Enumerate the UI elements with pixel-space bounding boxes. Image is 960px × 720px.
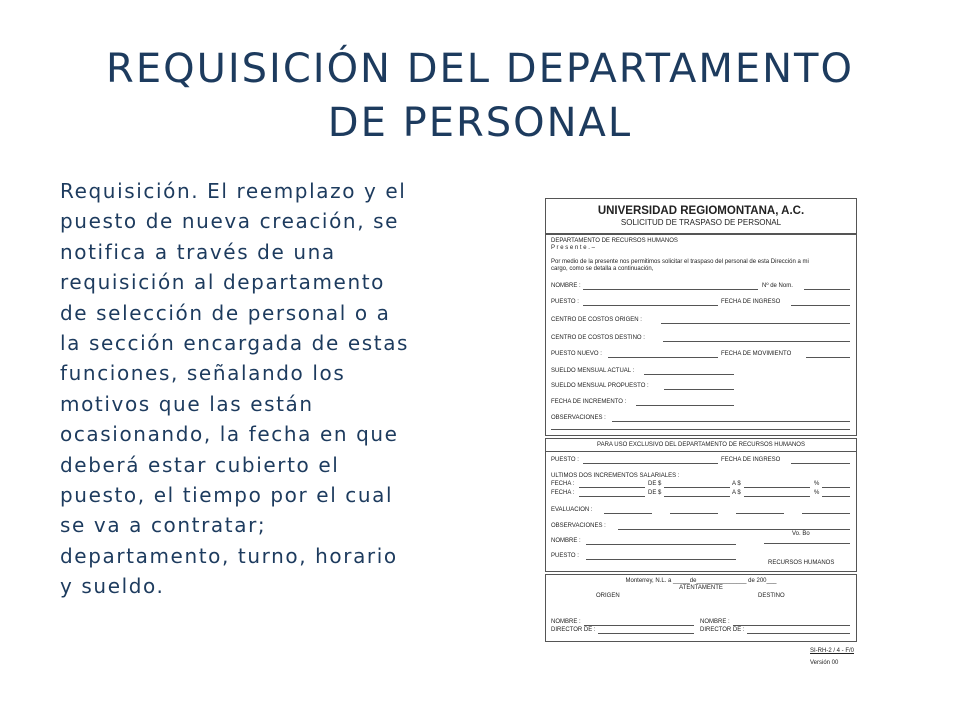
form-line	[747, 633, 850, 634]
form-hr-fecha-ingreso-label: FECHA DE INGRESO	[721, 457, 781, 463]
form-destino-director-label: DIRECTOR DE :	[700, 627, 745, 633]
form-line	[612, 421, 850, 422]
body-line: notifica a través de una	[60, 239, 336, 264]
form-line	[822, 487, 850, 488]
title-line-1: REQUISICIÓN DEL DEPARTAMENTO	[106, 46, 854, 92]
form-de-label: DE $	[648, 481, 662, 487]
form-line	[579, 487, 645, 488]
body-line: ocasionando, la fecha en que	[60, 422, 399, 447]
form-evaluacion-label: EVALUACION :	[551, 507, 593, 513]
form-line	[744, 487, 810, 488]
form-line	[804, 289, 850, 290]
form-origen-director-label: DIRECTOR DE :	[551, 627, 596, 633]
body-line: puesto, el tiempo por el cual	[60, 483, 394, 508]
form-header	[545, 198, 857, 234]
form-hr-observaciones-label: OBSERVACIONES :	[551, 523, 606, 529]
form-image	[545, 198, 857, 670]
body-line: de selección de personal o a	[60, 300, 391, 325]
body-line: requisición al departamento	[60, 270, 385, 295]
body-line: puesto de nueva creación, se	[60, 209, 400, 234]
body-line: y sueldo.	[60, 574, 165, 599]
form-sueldo-actual-label: SUELDO MENSUAL ACTUAL :	[551, 368, 635, 374]
form-line	[604, 513, 652, 514]
form-fecha-inc-label: FECHA DE INCREMENTO :	[551, 399, 627, 405]
form-line	[663, 341, 850, 342]
form-sueldo-prop-label: SUELDO MENSUAL PROPUESTO :	[551, 383, 649, 389]
form-intro-2: cargo, como se detalla a continuación,	[551, 266, 654, 272]
form-line	[802, 513, 850, 514]
form-atentamente: ATENTAMENTE	[679, 585, 723, 591]
form-fecha-ingreso-label: FECHA DE INGRESO	[721, 299, 781, 305]
body-line: la sección encargada de estas	[60, 331, 410, 356]
form-line	[608, 357, 718, 358]
body-line: deberá estar cubierto el	[60, 452, 340, 477]
form-dept: DEPARTAMENTO DE RECURSOS HUMANOS	[551, 238, 678, 244]
form-line	[551, 429, 850, 430]
form-nom-label: Nº de Nom.	[762, 283, 793, 289]
form-line	[584, 625, 694, 626]
slide-title	[0, 42, 960, 150]
form-line	[546, 451, 856, 452]
form-place-date: Monterrey, N.L. a _____de_______________ de 200___	[625, 578, 777, 584]
body-line: funciones, señalando los	[60, 361, 346, 386]
body-line: motivos que las están	[60, 391, 314, 416]
form-ultimos-label: ULTIMOS DOS INCREMENTOS SALARIALES :	[551, 473, 680, 479]
form-pct-label: %	[814, 481, 820, 487]
form-cc-destino-label: CENTRO DE COSTOS DESTINO :	[551, 335, 645, 341]
form-line	[806, 357, 850, 358]
form-puesto-label: PUESTO :	[551, 299, 579, 305]
form-hr-puesto2-label: PUESTO :	[551, 553, 579, 559]
form-line	[598, 633, 694, 634]
form-origen-nombre-label: NOMBRE :	[551, 619, 581, 625]
body-line: Requisición. El reemplazo y el	[60, 179, 407, 203]
form-intro-1: Por medio de la presente nos permitimos solicitar el traspaso del personal de esta Dirección a mi	[551, 259, 809, 265]
form-line	[644, 374, 734, 375]
form-line	[583, 289, 758, 290]
form-line	[664, 389, 734, 390]
form-presente: P r e s e n t e . –	[551, 245, 595, 251]
body-text	[60, 176, 460, 602]
form-signature-line	[764, 543, 850, 544]
form-code: SI-RH-2 / 4 - F/0	[810, 648, 855, 654]
form-a-label: A $	[732, 481, 741, 487]
title-line-2: DE PERSONAL	[327, 100, 633, 146]
form-vobo-label: Vo. Bo	[792, 531, 810, 537]
form-cc-origen-label: CENTRO DE COSTOS ORIGEN :	[551, 317, 642, 323]
form-origen-label: ORIGEN	[596, 593, 620, 599]
form-line	[670, 513, 718, 514]
form-line	[822, 496, 850, 497]
form-line	[636, 405, 734, 406]
form-section-signatures	[545, 574, 857, 642]
form-de-label: DE $	[648, 490, 662, 496]
form-line	[579, 496, 645, 497]
form-section-request	[545, 234, 857, 436]
form-line	[618, 529, 850, 530]
form-subtitle: SOLICITUD DE TRASPASO DE PERSONAL	[620, 218, 782, 227]
form-nombre-label: NOMBRE :	[551, 283, 581, 289]
form-line	[583, 305, 718, 306]
form-university: UNIVERSIDAD REGIOMONTANA, A.C.	[597, 205, 805, 217]
form-line	[664, 496, 730, 497]
form-destino-label: DESTINO	[758, 593, 785, 599]
form-line	[586, 544, 736, 545]
form-section-hr	[545, 438, 857, 572]
form-line	[736, 513, 784, 514]
body-line: se va a contratar;	[60, 513, 267, 538]
form-hr-nombre-label: NOMBRE :	[551, 538, 581, 544]
form-destino-nombre-label: NOMBRE :	[700, 619, 730, 625]
form-line	[664, 487, 730, 488]
form-line	[744, 496, 810, 497]
body-line: departamento, turno, horario	[60, 543, 398, 568]
form-hr-title: PARA USO EXCLUSIVO DEL DEPARTAMENTO DE RECURSOS HUMANOS	[597, 442, 805, 448]
form-observaciones-label: OBSERVACIONES :	[551, 415, 606, 421]
form-hr-puesto-label: PUESTO :	[551, 457, 579, 463]
form-fecha-mov-label: FECHA DE MOVIMIENTO	[721, 351, 792, 357]
form-pct-label: %	[814, 490, 820, 496]
form-line	[791, 463, 850, 464]
form-fecha-label: FECHA :	[551, 490, 575, 496]
form-fecha-label: FECHA :	[551, 481, 575, 487]
form-a-label: A $	[732, 490, 741, 496]
form-line	[661, 323, 850, 324]
form-line	[733, 625, 850, 626]
form-version: Versión 00	[810, 660, 839, 666]
form-line	[583, 463, 718, 464]
form-puesto-nuevo-label: PUESTO NUEVO :	[551, 351, 602, 357]
form-rh-label: RECURSOS HUMANOS	[768, 560, 835, 566]
form-line	[586, 559, 736, 560]
form-line	[791, 305, 850, 306]
